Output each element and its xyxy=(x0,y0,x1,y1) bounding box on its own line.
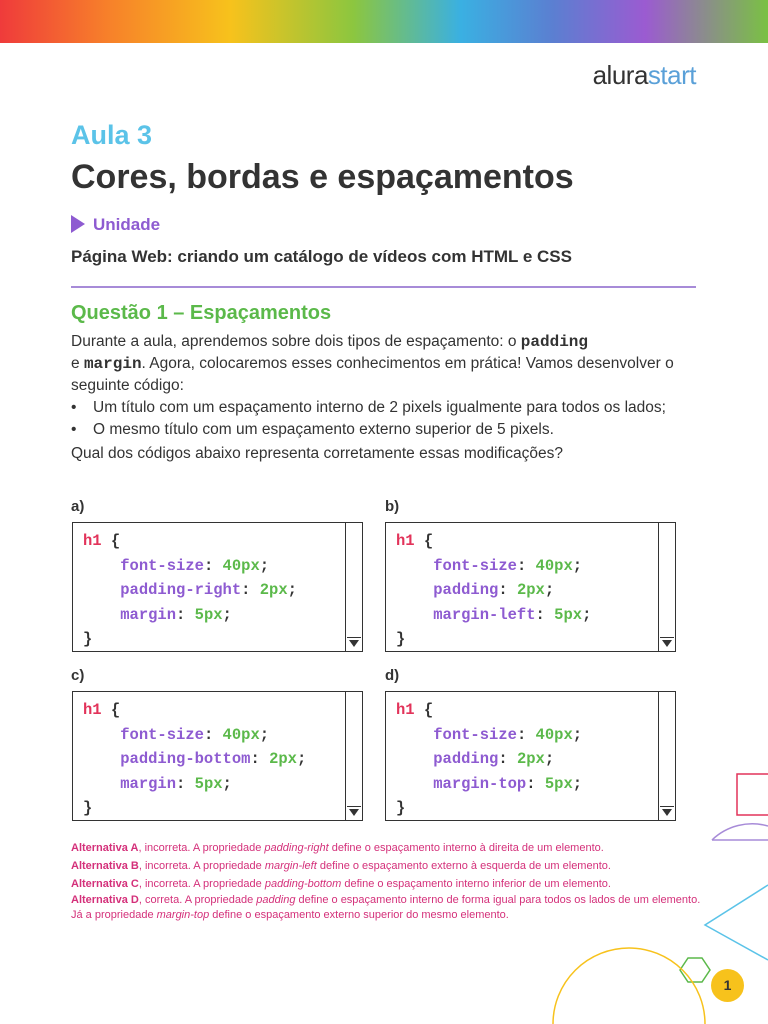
lesson-number: Aula 3 xyxy=(71,120,153,150)
rainbow-header-bar xyxy=(0,0,768,43)
scrollbar[interactable] xyxy=(345,692,362,820)
question-prompt: Qual dos códigos abaixo representa corretamente essas modificações? xyxy=(71,445,563,462)
scroll-down-arrow-icon[interactable] xyxy=(660,806,674,819)
unit-subtitle: Página Web: criando um catálogo de vídeos com HTML e CSS xyxy=(71,247,572,266)
yellow-arc-shape xyxy=(553,948,705,1024)
blue-triangle-shape xyxy=(705,885,768,960)
code-margin: margin xyxy=(83,355,142,373)
question-title: Questão 1 – Espaçamentos xyxy=(71,302,332,324)
page-number-badge: 1 xyxy=(711,969,744,1002)
option-label-b: b) xyxy=(385,498,400,515)
scroll-down-arrow-icon[interactable] xyxy=(347,806,361,819)
divider xyxy=(71,286,696,288)
purple-arc-shape xyxy=(712,824,768,840)
code-box-a: h1 { font-size: 40px; padding-right: 2px; margin: 5px; } xyxy=(72,522,363,652)
red-square-shape xyxy=(737,774,768,815)
question-body xyxy=(71,331,696,465)
answer-a: Alternativa A, incorreta. A propriedade padding-right define o espaçamento interno à direita de um elemento. xyxy=(71,842,604,854)
scrollbar[interactable] xyxy=(345,523,362,651)
green-hexagon-shape xyxy=(680,958,710,982)
bullet-item: • O mesmo título com um espaçamento externo superior de 5 pixels. xyxy=(71,421,554,438)
answer-d: Alternativa D, correta. A propriedade padding define o espaçamento interno de forma igual para todos os lados de um elemento. Já a propriedade margin-top define o espaçamento externo superior do mesmo elemento. xyxy=(71,894,701,921)
option-label-a: a) xyxy=(71,498,85,515)
scroll-down-arrow-icon[interactable] xyxy=(347,637,361,650)
answer-b: Alternativa B, incorreta. A propriedade margin-left define o espaçamento externo à esquerda de um elemento. xyxy=(71,860,611,872)
alurastart-logo: alurastart xyxy=(592,60,696,90)
scrollbar[interactable] xyxy=(658,692,675,820)
question-intro: Durante a aula, aprendemos sobre dois tipos de espaçamento: o padding e margin. Agora, colocaremos esses conhecimentos em prática! Vamos desenvolver o seguinte código: xyxy=(71,333,674,394)
answer-explanations xyxy=(71,839,701,923)
code-box-b: h1 { font-size: 40px; padding: 2px; margin-left: 5px; } xyxy=(385,522,676,652)
code-box-d: h1 { font-size: 40px; padding: 2px; margin-top: 5px; } xyxy=(385,691,676,821)
unit-label: Unidade xyxy=(93,215,161,234)
play-triangle-icon xyxy=(71,215,85,233)
answer-c: Alternativa C, incorreta. A propriedade padding-bottom define o espaçamento interno inferior de um elemento. xyxy=(71,878,611,890)
option-label-c: c) xyxy=(71,667,85,684)
unit-heading xyxy=(71,215,160,235)
scroll-down-arrow-icon[interactable] xyxy=(660,637,674,650)
scrollbar[interactable] xyxy=(658,523,675,651)
page-title: Cores, bordas e espaçamentos xyxy=(71,158,574,196)
code-box-c: h1 { font-size: 40px; padding-bottom: 2px; margin: 5px; } xyxy=(72,691,363,821)
option-label-d: d) xyxy=(385,667,400,684)
code-padding: padding xyxy=(520,333,588,351)
bullet-item: • Um título com um espaçamento interno de 2 pixels igualmente para todos os lados; xyxy=(71,399,666,416)
